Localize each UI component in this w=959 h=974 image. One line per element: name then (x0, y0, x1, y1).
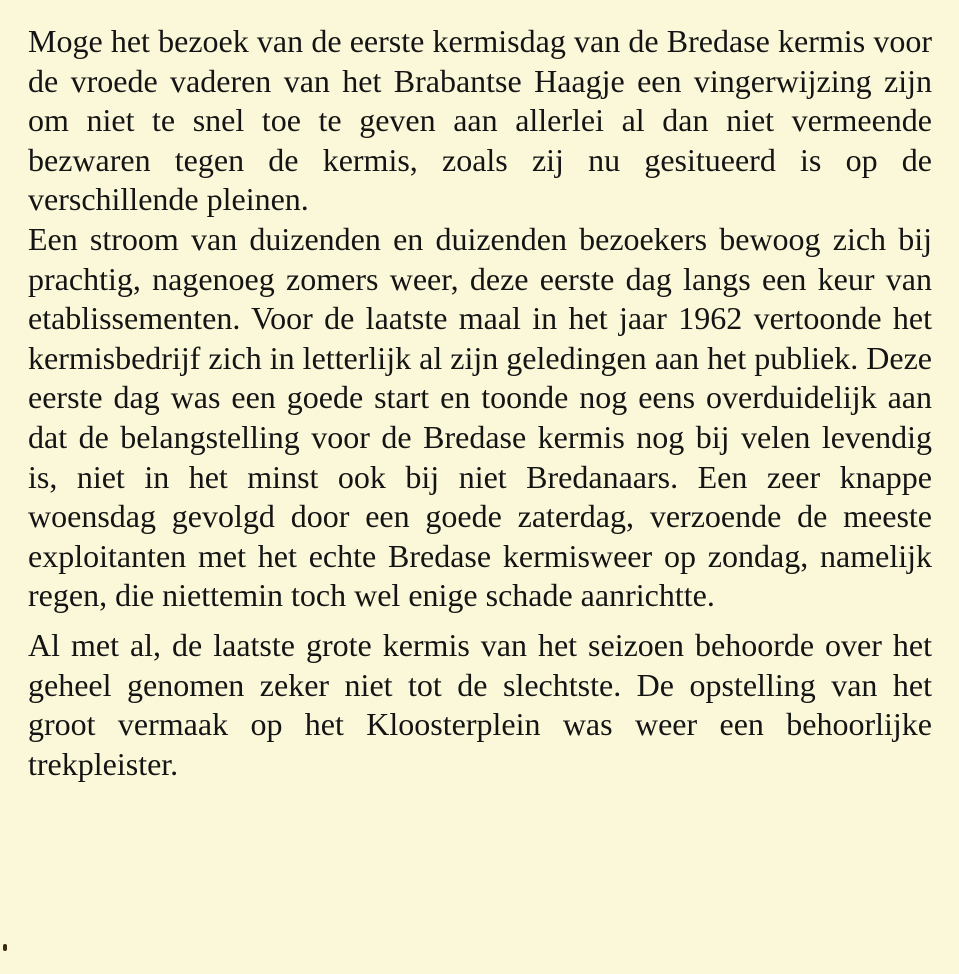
article-text (28, 22, 932, 784)
paragraph-1: Moge het bezoek van de eerste kermisdag van de Bredase kermis voor de vroede vaderen van het Brabantse Haagje een vingerwijzing zijn om niet te snel toe te geven aan allerlei al dan niet vermeende bezwaren tegen de kermis, zoals zij nu gesitueerd is op de verschillende pleinen. (28, 23, 932, 218)
ink-speck (3, 944, 7, 951)
paragraph-2: Een stroom van duizenden en duizenden bezoekers bewoog zich bij prachtig, nagenoeg zomers weer, deze eerste dag langs een keur van etablissementen. Voor de laatste maal in het jaar 1962 vertoonde het kermisbedrijf zich in letterlijk al zijn geledingen aan het publiek. Deze eerste dag was een goede start en toonde nog eens overduidelijk aan dat de belangstelling voor de Bredase kermis nog bij velen levendig is, niet in het minst ook bij niet Bredanaars. Een zeer knappe woensdag gevolgd door een goede zaterdag, verzoende de meeste exploitanten met het echte Bredase kermisweer op zondag, namelijk regen, die niettemin toch wel enige schade aanrichtte. (28, 220, 932, 614)
paragraph-3: Al met al, de laatste grote kermis van het seizoen behoorde over het geheel genomen zeker niet tot de slechtste. De opstelling van het groot vermaak op het Kloosterplein was weer een behoorlijke trekpleister. (28, 626, 932, 782)
